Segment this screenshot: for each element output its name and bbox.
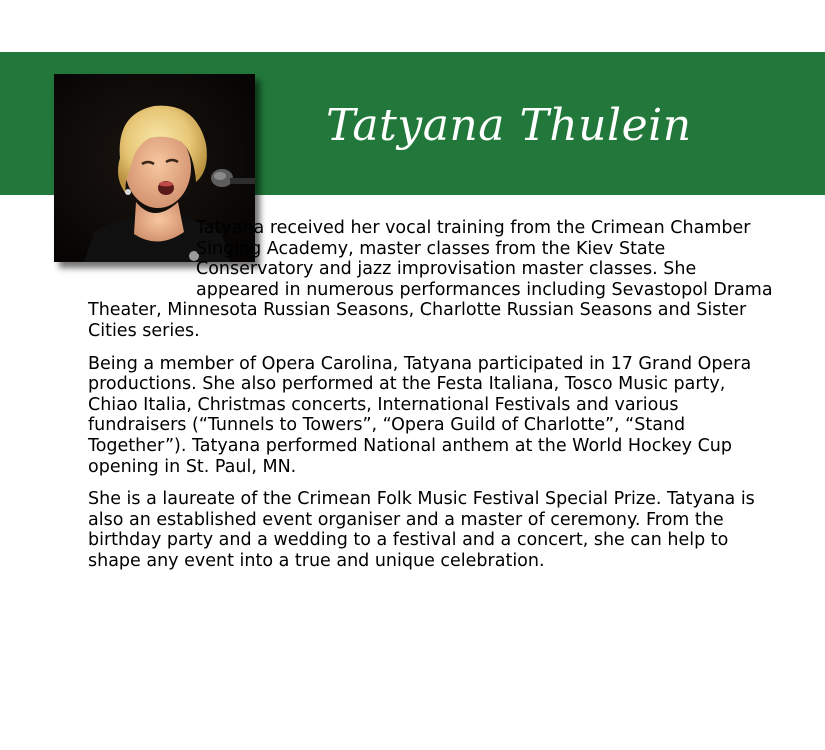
bio-paragraph-1: Tatyana received her vocal training from the Crimean Chamber Singing Academy, master classes from the Kiev State Conservatory and jazz improvisation master classes. She appeared in numerous performances including Sevastopol Drama Theater, Minnesota Russian Seasons, Charlotte Russian Seasons and Sister Cities series. — [88, 218, 773, 341]
page-title: Tatyana Thulein — [326, 100, 692, 151]
bio-paragraph-3: She is a laureate of the Crimean Folk Music Festival Special Prize. Tatyana is also an established event organiser and a master of ceremony. From the birthday party and a wedding to a festival and a concert, she can help to shape any event into a true and unique celebration. — [88, 489, 755, 571]
biography-text — [88, 218, 778, 584]
bio-paragraph-2: Being a member of Opera Carolina, Tatyana participated in 17 Grand Opera productions. She also performed at the Festa Italiana, Tosco Music party, Chiao Italia, Christmas concerts, International Festivals and various fundraisers (“Tunnels to Towers”, “Opera Guild of Charlotte”, “Stand Together”). Tatyana performed National anthem at the World Hockey Cup opening in St. Paul, MN. — [88, 353, 752, 477]
